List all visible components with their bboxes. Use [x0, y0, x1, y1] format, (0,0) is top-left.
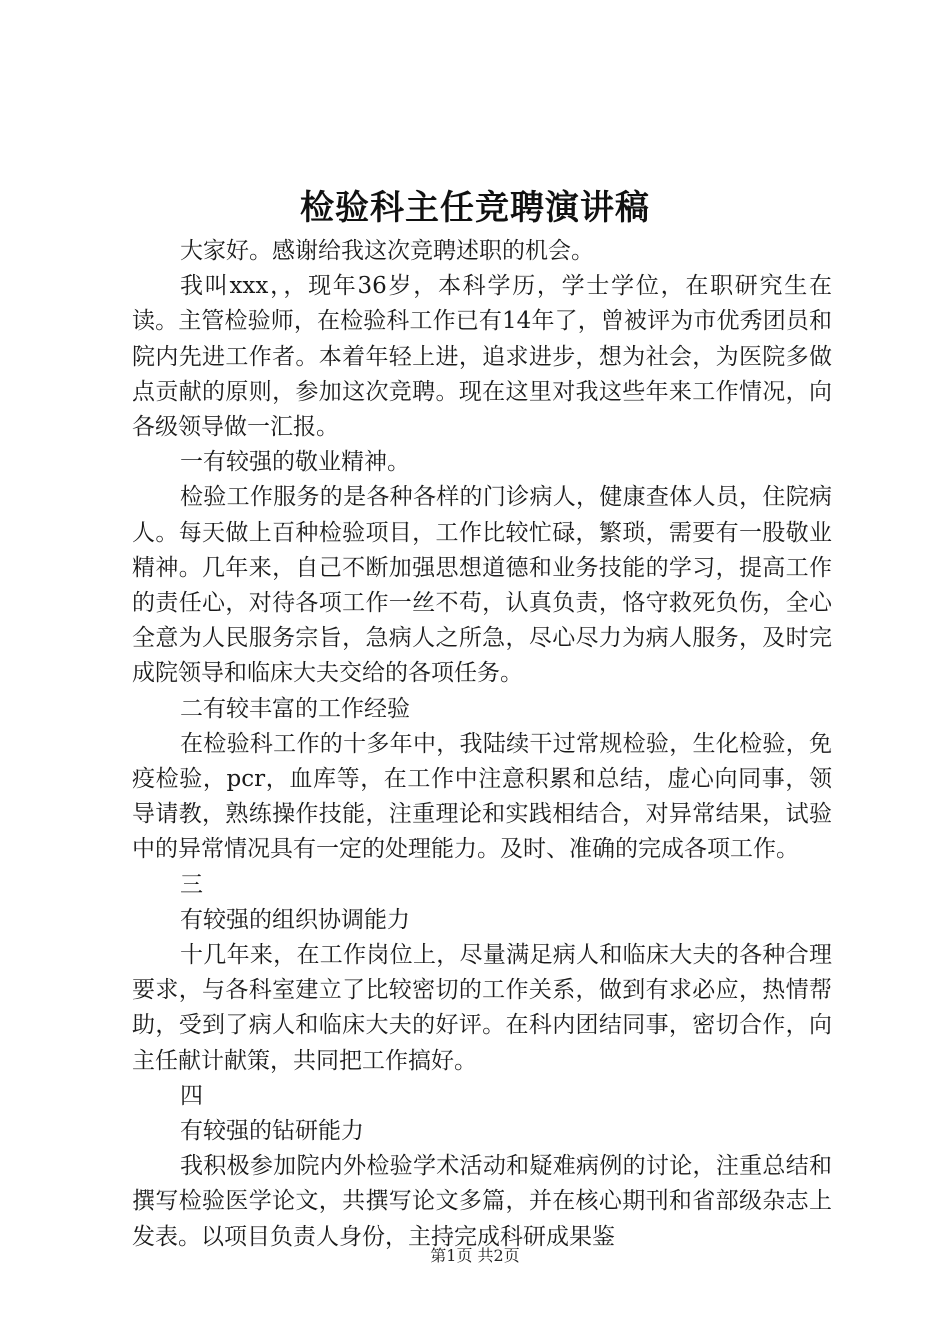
- section-heading-1: 一有较强的敬业精神。: [180, 449, 410, 476]
- paragraph-section-1: 检验工作服务的是各种各样的门诊病人，健康查体人员，住院病人。每天做上百种检验项目，工作比较忙碌，繁琐，需要有一股敬业精神。几年来，自己不断加强思想道德和业务技能的学习，提高工作的责任心，对待各项工作一丝不苟，认真负责，恪守救死负伤，全心全意为人民服务宗旨，急病人之所急，尽心尽力为病人服务，及时完成院领导和临床大夫交给的各项任务。: [132, 484, 832, 687]
- paragraph-section-3: 十几年来，在工作岗位上，尽量满足病人和临床大夫的各种合理要求，与各科室建立了比较密切的工作关系，做到有求必应，热情帮助，受到了病人和临床大夫的好评。在科内团结同事，密切合作，向主任献计献策，共同把工作搞好。: [132, 942, 832, 1074]
- paragraph-greeting: 大家好。感谢给我这次竞聘述职的机会。: [180, 238, 594, 264]
- section-heading-2: 二有较丰富的工作经验: [180, 695, 410, 722]
- paragraph-introduction: 我叫xxx，，现年36岁，本科学历，学士学位，在职研究生在读。主管检验师，在检验科工作已有14年了，曾被评为市优秀团员和院内先进工作者。本着年轻上进，追求进步，想为社会，为医院多做点贡献的原则，参加这次竞聘。现在这里对我这些年来工作情况，向各级领导做一汇报。: [132, 273, 832, 441]
- paragraph-section-4: 我积极参加院内外检验学术活动和疑难病例的讨论，注重总结和撰写检验医学论文，共撰写论文多篇，并在核心期刊和省部级杂志上发表。以项目负责人身份，主持完成科研成果鉴: [132, 1153, 832, 1250]
- section-number-3: 三: [180, 871, 203, 898]
- page-footer: 第1页 共2页: [430, 1246, 520, 1265]
- section-number-4: 四: [180, 1082, 203, 1109]
- document-body: [132, 234, 832, 1255]
- document-title: 检验科主任竞聘演讲稿: [300, 188, 650, 228]
- paragraph-section-2: 在检验科工作的十多年中，我陆续干过常规检验，生化检验，免疫检验，pcr，血库等，在工作中注意积累和总结，虚心向同事，领导请教，熟练操作技能，注重理论和实践相结合，对异常结果，试验中的异常情况具有一定的处理能力。及时、准确的完成各项工作。: [132, 730, 832, 863]
- section-heading-3: 有较强的组织协调能力: [180, 906, 410, 933]
- section-heading-4: 有较强的钻研能力: [180, 1118, 364, 1145]
